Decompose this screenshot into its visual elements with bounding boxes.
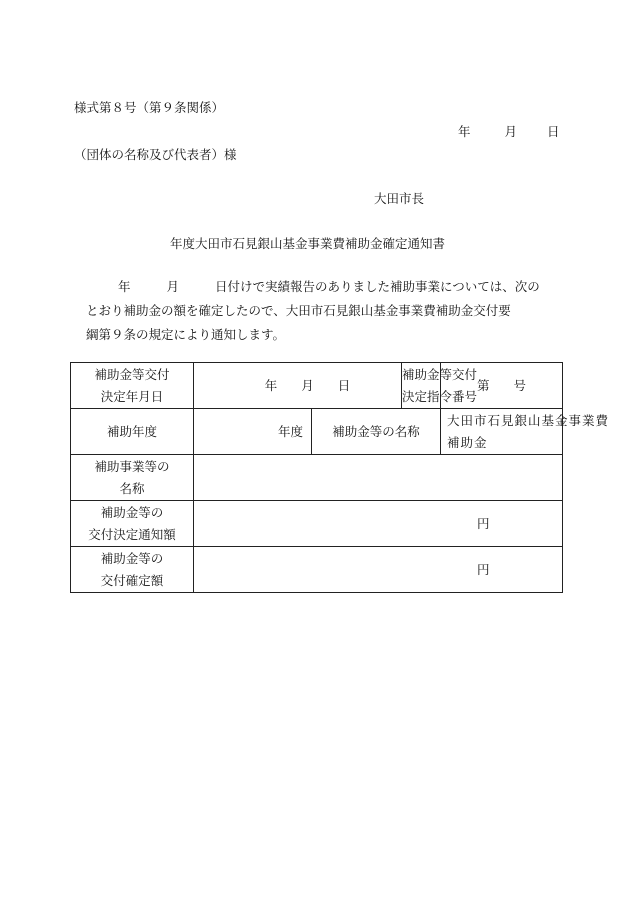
decision-amount-value: 円 [194,501,563,547]
confirmed-amount-label: 補助金等の 交付確定額 [71,547,194,593]
date-day: 日 [547,124,560,139]
body-line-1-rest: 日付けで実績報告のありました補助事業については、次の [215,279,540,294]
subsidy-year-value: 年度 [194,409,312,455]
subsidy-name-label: 補助金等の名称 [312,409,441,455]
decision-date-value: 年 月 日 [194,363,402,409]
project-name-value [194,455,563,501]
form-number: 様式第８号（第９条関係） [74,100,225,115]
decision-date-label: 補助金等交付 決定年月日 [71,363,194,409]
table-row [71,547,563,593]
project-name-label: 補助事業等の 名称 [71,455,194,501]
table-row [71,363,563,409]
table-row [71,455,563,501]
date-line [458,122,560,140]
subsidy-year-label: 補助年度 [71,409,194,455]
body-month: 月 [166,279,180,294]
document-title: 年度大田市石見銀山基金事業費補助金確定通知書 [170,236,446,251]
body-line-2: とおり補助金の額を確定したので、大田市石見銀山基金事業費補助金交付要 [86,303,511,318]
date-month: 月 [504,124,518,139]
body-text [86,275,556,347]
addressee: （団体の名称及び代表者）様 [74,147,237,162]
body-year: 年 [118,279,131,294]
body-line-1 [86,275,556,299]
table-row [71,409,563,455]
subsidy-info-table [70,362,610,593]
date-year: 年 [458,124,471,139]
decision-number-label: 補助金等交付 決定指令番号 [402,363,441,409]
confirmed-amount-value: 円 [194,547,563,593]
decision-amount-label: 補助金等の 交付決定通知額 [71,501,194,547]
sender: 大田市長 [374,191,425,206]
decision-number-value: 第 号 [441,363,563,409]
table-row [71,501,563,547]
subsidy-name-value: 大田市石見銀山基金事業費 補助金 [441,409,563,455]
body-line-3: 綱第９条の規定により通知します。 [86,327,286,342]
